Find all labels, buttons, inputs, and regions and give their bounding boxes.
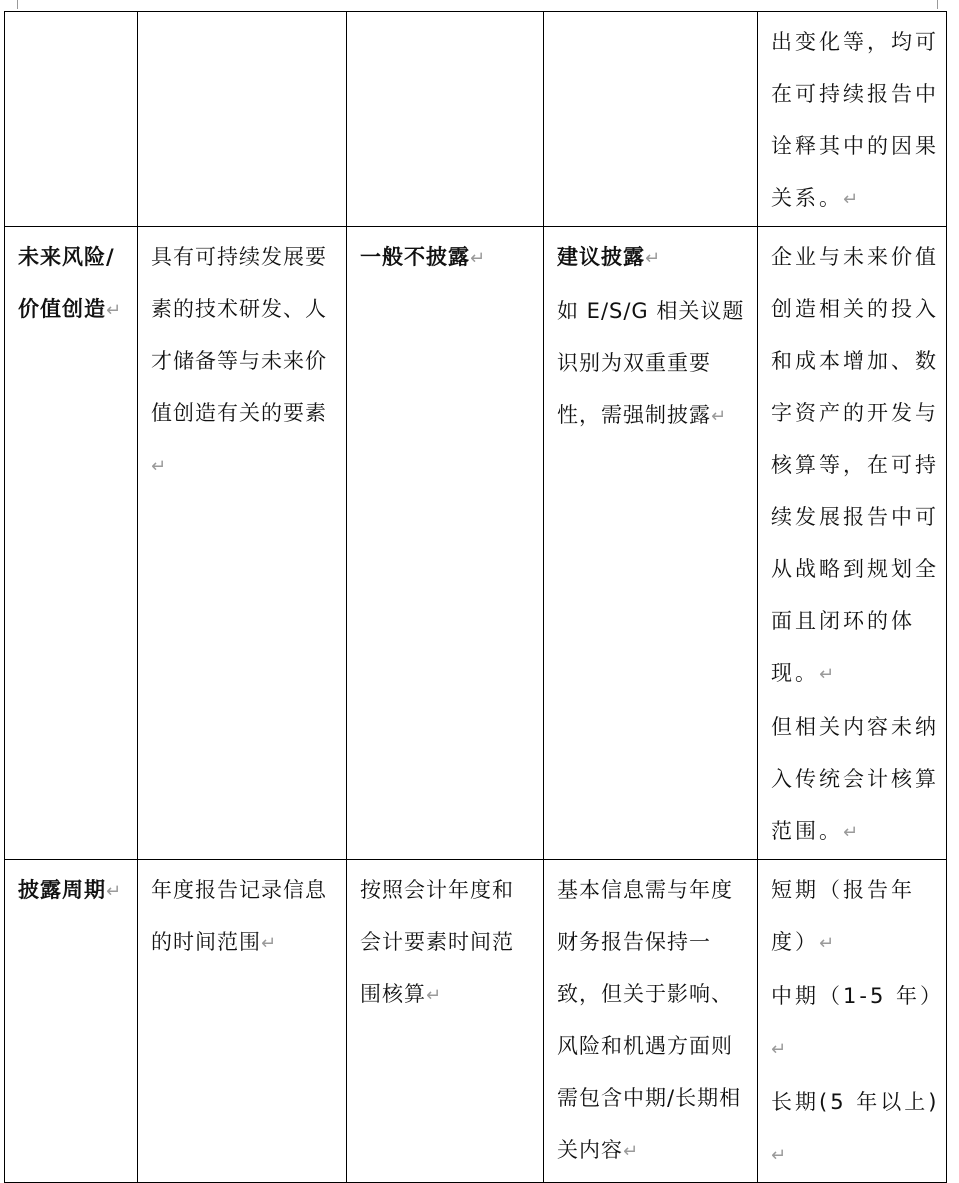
cell-text: 长期(5 年以上) (771, 1090, 940, 1114)
table-cell-sustainability-report (544, 12, 758, 227)
cell-text: 但相关内容未纳入传统会计核算范围。 (771, 715, 939, 843)
paragraph-return-icon: ↵ (470, 248, 486, 269)
paragraph-return-icon: ↵ (645, 248, 661, 269)
cell-text: 年度报告记录信息的时间范围 (151, 878, 327, 954)
paragraph-return-icon: ↵ (151, 456, 167, 477)
cell-paragraph (771, 970, 942, 1076)
cell-paragraph (18, 231, 125, 337)
cell-text: 中期（1-5 年） (771, 984, 944, 1008)
paragraph-return-icon: ↵ (843, 189, 859, 210)
table-cell-notes (758, 860, 947, 1183)
table-cell-definition (138, 12, 347, 227)
cell-paragraph (771, 16, 942, 226)
cell-text: 短期（报告年度） (771, 878, 915, 954)
paragraph-return-icon: ↵ (771, 1039, 787, 1060)
paragraph-return-icon: ↵ (711, 406, 727, 427)
table-cell-notes (758, 227, 947, 860)
paragraph-return-icon: ↵ (106, 300, 122, 321)
cell-text: 企业与未来价值创造相关的投入和成本增加、数字资产的开发与核算等，在可持续发展报告中可从战略到规划全面且闭环的体现。 (771, 245, 939, 685)
cell-paragraph (151, 231, 334, 493)
cell-text: 未来风险/价值创造 (18, 245, 115, 321)
cell-paragraph (18, 864, 125, 918)
table-cell-sustainability-report (544, 860, 758, 1183)
table-row (5, 860, 947, 1183)
cell-paragraph (557, 285, 745, 443)
paragraph-return-icon: ↵ (261, 933, 277, 954)
cell-paragraph (151, 864, 334, 970)
table-cell-category (5, 227, 138, 860)
paragraph-return-icon: ↵ (843, 822, 859, 843)
table-cell-sustainability-report (544, 227, 758, 860)
cell-text: 建议披露 (557, 245, 645, 269)
cell-paragraph (557, 231, 745, 285)
cell-paragraph (771, 231, 942, 701)
page-corner-mark-right (937, 0, 938, 9)
paragraph-return-icon: ↵ (771, 1145, 787, 1166)
cell-text: 基本信息需与年度财务报告保持一致，但关于影响、风险和机遇方面则需包含中期/长期相关内容 (557, 878, 742, 1162)
cell-paragraph (771, 701, 942, 859)
table-cell-financial-report (347, 227, 544, 860)
table-cell-financial-report (347, 860, 544, 1183)
table-row (5, 12, 947, 227)
table-cell-financial-report (347, 12, 544, 227)
paragraph-return-icon: ↵ (426, 985, 442, 1006)
cell-paragraph (771, 864, 942, 970)
cell-text: 按照会计年度和会计要素时间范围核算 (360, 878, 514, 1006)
cell-paragraph (557, 864, 745, 1178)
cell-text: 如 E/S/G 相关议题识别为双重重要性，需强制披露 (557, 299, 745, 427)
cell-text: 出变化等，均可在可持续报告中诠释其中的因果关系。 (771, 30, 939, 210)
cell-paragraph (360, 231, 531, 285)
cell-paragraph (771, 1076, 942, 1182)
cell-text: 披露周期 (18, 878, 106, 902)
table-cell-definition (138, 860, 347, 1183)
paragraph-return-icon: ↵ (623, 1141, 639, 1162)
table-cell-category (5, 12, 138, 227)
paragraph-return-icon: ↵ (819, 933, 835, 954)
table-body (5, 12, 947, 1183)
table-cell-category (5, 860, 138, 1183)
page-corner-mark-left (17, 0, 18, 9)
paragraph-return-icon: ↵ (819, 664, 835, 685)
cell-text: 具有可持续发展要素的技术研发、人才储备等与未来价值创造有关的要素 (151, 245, 327, 425)
comparison-table (4, 11, 947, 1183)
table-cell-definition (138, 227, 347, 860)
cell-text: 一般不披露 (360, 245, 470, 269)
table-row (5, 227, 947, 860)
cell-paragraph (360, 864, 531, 1022)
paragraph-return-icon: ↵ (106, 881, 122, 902)
table-cell-notes (758, 12, 947, 227)
